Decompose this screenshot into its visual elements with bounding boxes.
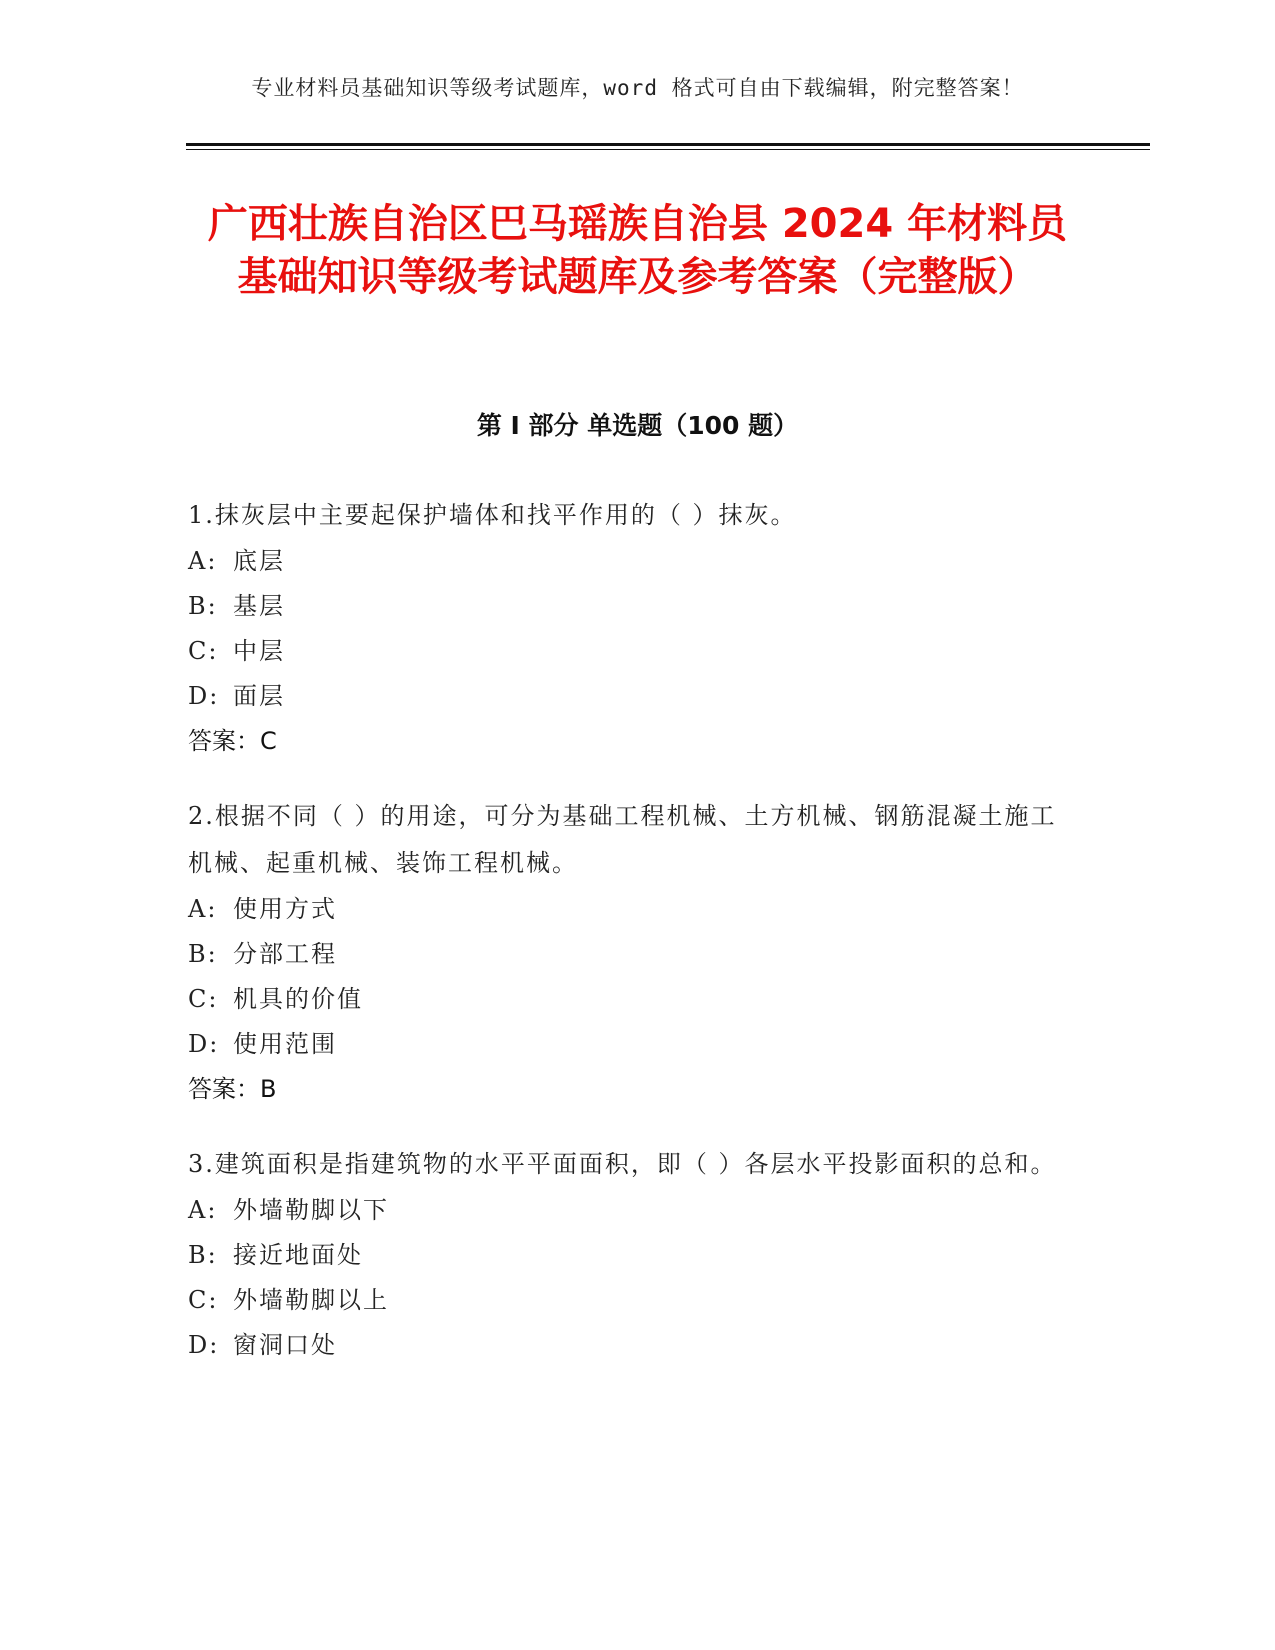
option-d xyxy=(188,1022,1078,1067)
option-key: B: xyxy=(188,592,218,620)
option-text: 机具的价值 xyxy=(233,985,363,1013)
option-key: C: xyxy=(188,985,219,1013)
option-key: A: xyxy=(188,1196,218,1224)
option-c xyxy=(188,1278,1078,1323)
option-text: 外墙勒脚以上 xyxy=(233,1286,389,1314)
option-text: 外墙勒脚以下 xyxy=(233,1196,389,1224)
question-3 xyxy=(188,1141,1078,1368)
option-text: 中层 xyxy=(233,637,285,665)
answer: 答案：B xyxy=(188,1075,277,1103)
option-key: D: xyxy=(188,682,220,710)
question-text: 3.建筑面积是指建筑物的水平平面面积，即（ ）各层水平投影面积的总和。 xyxy=(188,1150,1057,1178)
option-text: 分部工程 xyxy=(233,940,337,968)
option-a xyxy=(188,887,1078,932)
option-d xyxy=(188,1323,1078,1368)
option-a xyxy=(188,539,1078,584)
header-rule-thick xyxy=(186,143,1150,146)
option-text: 基层 xyxy=(233,592,285,620)
question-text: 1.抹灰层中主要起保护墙体和找平作用的（ ）抹灰。 xyxy=(188,501,797,529)
option-c xyxy=(188,629,1078,674)
option-c xyxy=(188,977,1078,1022)
answer: 答案：C xyxy=(188,727,277,755)
option-b xyxy=(188,1233,1078,1278)
option-key: A: xyxy=(188,895,218,923)
option-key: C: xyxy=(188,1286,219,1314)
option-b xyxy=(188,584,1078,629)
option-text: 使用方式 xyxy=(233,895,337,923)
question-1 xyxy=(188,492,1078,764)
question-list xyxy=(188,492,1078,1397)
option-key: D: xyxy=(188,1331,220,1359)
option-text: 窗洞口处 xyxy=(233,1331,337,1359)
header-note: 专业材料员基础知识等级考试题库，word 格式可自由下载编辑，附完整答案！ xyxy=(251,76,1024,100)
option-d xyxy=(188,674,1078,719)
question-2 xyxy=(188,793,1078,1112)
question-text: 2.根据不同（ ）的用途，可分为基础工程机械、土方机械、钢筋混凝土施工机械、起重机械、装饰工程机械。 xyxy=(188,802,1057,877)
option-a xyxy=(188,1188,1078,1233)
document-title: 广西壮族自治区巴马瑶族自治县 2024 年材料员基础知识等级考试题库及参考答案（完整版） xyxy=(207,201,1068,300)
section-heading: 第 I 部分 单选题（100 题） xyxy=(476,411,799,440)
option-key: B: xyxy=(188,940,218,968)
option-key: B: xyxy=(188,1241,218,1269)
option-text: 接近地面处 xyxy=(233,1241,363,1269)
option-text: 使用范围 xyxy=(233,1030,337,1058)
header-rule-thin xyxy=(186,149,1150,150)
option-key: C: xyxy=(188,637,219,665)
option-b xyxy=(188,932,1078,977)
option-key: A: xyxy=(188,547,218,575)
option-text: 面层 xyxy=(233,682,285,710)
option-key: D: xyxy=(188,1030,220,1058)
option-text: 底层 xyxy=(233,547,285,575)
